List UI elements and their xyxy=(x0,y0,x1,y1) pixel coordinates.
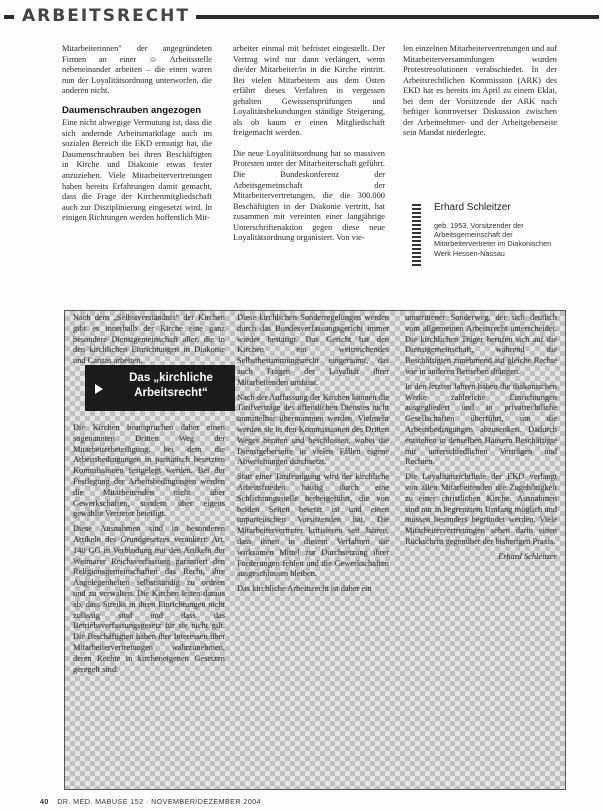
paragraph: len einzelnen Mitarbeitervertretungen und auf Mitarbeiterversammlungen wurden Protestresolutionen verabschiedet. In der Arbeitsrechtlichen Kommission (ARK) des EKD hat es bereits im April zu einem Eklat, bei dem der Vorsitzende der ARK nach heftiger kontroverser Diskussion zwischen der Arbeitnehmer- und der Arbeitgeberseite sein Mandat niederlegte. xyxy=(403,44,557,138)
info-box-column-3 xyxy=(405,313,557,567)
paragraph: umstrittener Sonderweg, der sich deutlich vom allgemeinen Arbeitsrecht unterscheidet. Die kirchlichen Träger berufen sich auf die Dienstgemeinschaft, während die Beschäftigten zunehmend auf gleiche Rechte wie in anderen Betrieben drängen. xyxy=(405,313,557,376)
masthead xyxy=(4,6,599,26)
section-title: ARBEITSRECHT xyxy=(14,6,196,26)
info-box xyxy=(64,310,566,790)
article-column-1 xyxy=(62,44,212,224)
subheading: Daumenschrauben angezogen xyxy=(62,104,202,116)
author-box xyxy=(412,202,562,272)
paragraph: Diese Ausnahmen sind in besonderen Artikeln des Grundgesetzes verankert: Art. 140 GG in Verbindung mit den Artikeln der Weimarer Reichsverfassung garantiert den Religionsgemeinschaften das Recht, ihre Angelegenheiten selbstständig zu ordnen und zu verwalten. Die Kirchen leiten daraus ab, dass Streiks in ihren Einrichtungen nicht zulässig sind und dass das Betriebsverfassungsgesetz für sie nicht gilt. Die Beschäftigten haben ihre Interessen über Mitarbeitervertretungen wahrzunehmen, deren Rechte in kircheneigenen Gesetzen geregelt sind. xyxy=(73,524,225,674)
author-name: Erhard Schleitzer xyxy=(434,202,511,213)
paragraph: Die Kirchen beanspruchen daher einen sogenannten Dritten Weg der Mitarbeiterbeteiligung, bei dem die Arbeitsbedingungen in paritätisch besetzten Kommissionen festgelegt werden. Bei der Festlegung der Arbeitsbedingungen werden die Mitarbeitenden nicht über Gewerkschaften, sondern über eigens gewählte Vertreter beteiligt. xyxy=(73,422,225,519)
paragraph: Eine nicht abwegige Vermutung ist, dass die sich andernde Arbeitsmarktlage auch im sozialen Bereich die EKD ermutigt hat, die Daumenschrauben bei ihren Beschäftigten in Kirche und Diakonie etwas fester anzuziehen. Viele Mitarbeitervertretungen haben bereits Erfahrungen damit gemacht, dass die Frage der Kirchenmitgliedschaft auch zur Disziplinierung eingesetzt wird. In einigen Richtungen werden hoffentlich Mit- xyxy=(62,118,212,223)
author-bio: geb. 1953, Vorsitzender der Arbeitsgemeinschaft der Mitarbeitervertreter im Diakonischen Werk Hessen-Nassau xyxy=(434,221,552,258)
info-box-signature: Erhard Schleitzer xyxy=(498,551,557,561)
info-box-column-2 xyxy=(237,313,389,599)
paragraph: Das kirchliche Arbeitsrecht ist daher ein xyxy=(237,584,372,594)
author-stripe-graphic xyxy=(412,204,421,268)
paragraph: Mitarbeiterinnen" der angegründeten Firmen an einer ☺ Arbeitsstelle nebeneinander arbeiten – die einen waren nun der Loyalitätsordnung unterworfen, die anderen nicht. xyxy=(62,44,212,96)
arrow-right-icon xyxy=(95,384,103,394)
paragraph: Die neue Loyalitätsordnung hat so massiven Protesten unter der Mitarbeiterschaft geführt. Die Bundeskonferenz der Arbeitsgemeinschaft der Mitarbeitervertretungen, die die 300.000 Beschäftigten in der Diakonie vertritt, hat zusammen mit vereinten einer langjährige Unterschriftenaktion gegen diese neue Loyalitätsordnung organisiert. Von vie- xyxy=(233,148,385,243)
paragraph: Nach dem „Selbstverständnis“ der Kirchen gibt es innerhalb der Kirche eine ganz besondere Dienstgemeinschaft aller, die in den kirchlichen Einrichtungen in Diakonie und Caritas arbeiten. xyxy=(73,313,225,366)
paragraph: In den letzten Jahren haben die diakonischen Werke zahlreiche Einrichtungen ausgegliedert und in privatrechtliche Gesellschaften überführt, um die Arbeitsbedingungen abzusenken. Dadurch entstehen in denselben Häusern Beschäftigte mit unterschiedlichen Verträgen und Rechten. xyxy=(405,381,557,467)
info-box-heading xyxy=(85,365,235,411)
paragraph: Diese kirchlichen Sonderregelungen werden durch das Bundesverfassungsgericht immer wieder bestätigt. Das Gericht hat den Kirchen ein weitreichendes Selbstbestimmungsrecht eingeräumt, das auch Fragen der Loyalität ihrer Mitarbeitenden umfasst. xyxy=(237,313,389,387)
publication-line: DR. MED. MABUSE 152 · NOVEMBER/DEZEMBER 2004 xyxy=(57,797,261,806)
paragraph: Nach der Auffassung der Kirchen können die Tarifverträge des öffentlichen Dienstes nicht unmittelbar übernommen werden. Vielmehr werden sie in den Kommissionen des Dritten Weges beraten und beschlossen, wobei die Dienstgeberseite in vielen Fällen eigene Abweichungen durchsetzt. xyxy=(237,392,389,467)
page-number: 40 xyxy=(40,797,49,806)
article-column-2 xyxy=(233,44,385,244)
info-box-title: Das „kirchliche Arbeitsrecht“ xyxy=(129,372,213,399)
paragraph: arbeiter einmal mit befristet eingestellt. Der Vertrag wird nur dann verlängert, wenn die/der Mitarbeiter/in in die Kirche eintritt. Bei vielen Mitarbeitern aus dem Osten erfährt dieses Verfahren in vergessen gehalten Gewissensprüfungen und Loyalitätsbekundungen ständige Steigerung, als ob kaum er einen Mitgliedschaft freigemacht werden. xyxy=(233,44,385,138)
article-column-3 xyxy=(403,44,557,139)
page-footer xyxy=(40,797,261,806)
paragraph: Die Loyalitätsrichtlinie der EKD verlangt von allen Mitarbeitenden die Zugehörigkeit zu einer christlichen Kirche. Ausnahmen sind nur in begrenztem Umfang möglich und müssen besonders begründet werden. Viele Mitarbeitervertretungen sehen darin einen Rückschritt gegenüber der bisherigen Praxis. xyxy=(405,472,557,546)
paragraph: Statt einer Tarifeinigung wird der kirchliche Arbeitsfrieden häufig durch eine Schlichtungsstelle herbeigeführt, die von beiden Seiten besetzt ist und einen unparteiischen Vorsitzenden hat. Die Mitarbeitervertreter kritisieren seit Jahren, dass ihnen in diesem Verfahren die wirksamen Mittel zur Durchsetzung ihrer Forderungen fehlen und die Gewerkschaften ausgeschlossen bleiben. xyxy=(237,472,389,579)
